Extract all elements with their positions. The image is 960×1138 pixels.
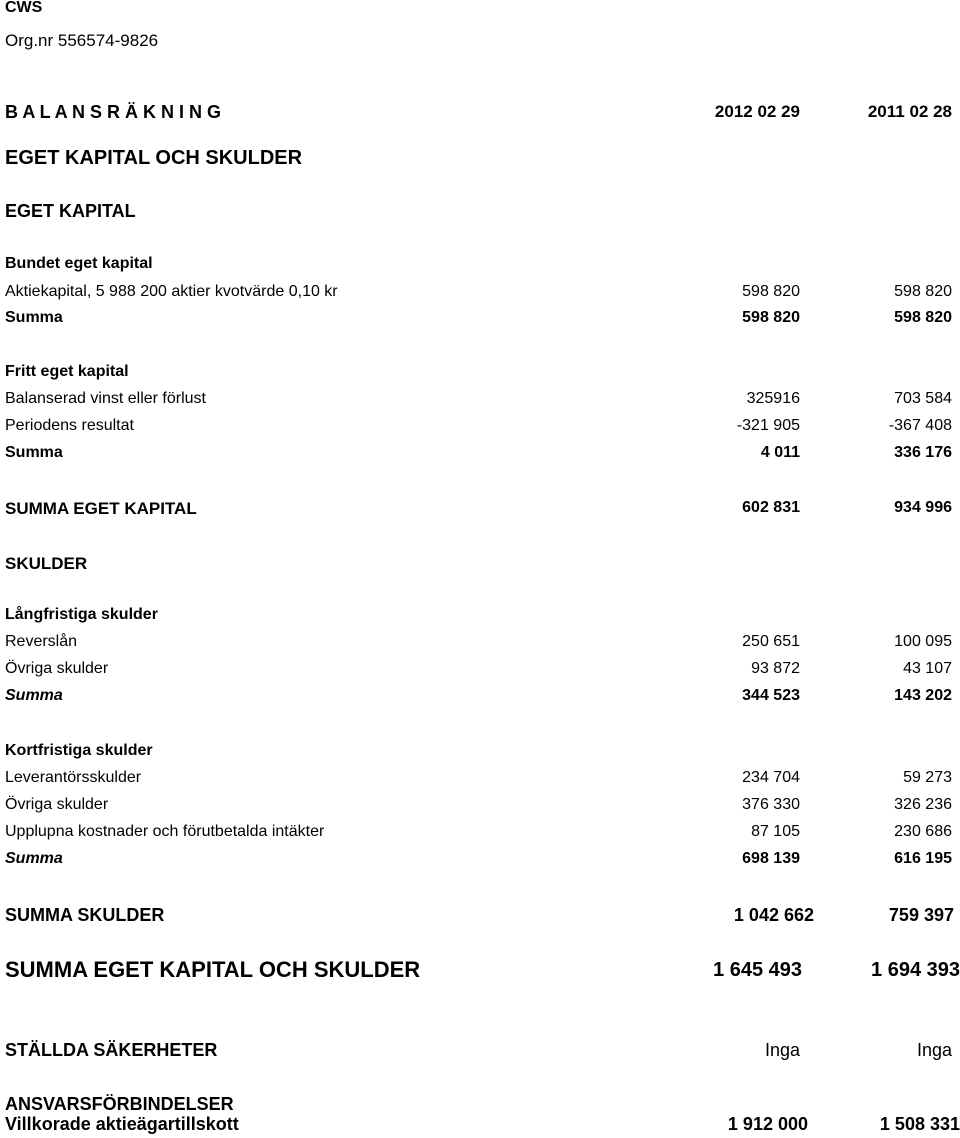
summa-value-2011: 143 202 — [894, 687, 952, 704]
grand-total-label: SUMMA EGET KAPITAL OCH SKULDER — [5, 957, 421, 982]
row-value-2012: 93 872 — [751, 660, 800, 677]
company-name: CWS — [5, 0, 43, 16]
row-label: Reverslån — [5, 633, 78, 650]
row-value-2011: 703 584 — [894, 390, 952, 407]
row-label: Balanserad vinst eller förlust — [5, 390, 206, 407]
column-header-2012: 2012 02 29 — [714, 102, 800, 121]
villkorade-2012: 1 912 000 — [727, 1114, 808, 1134]
grand-total-2012: 1 645 493 — [713, 959, 802, 981]
row-label: Aktiekapital, 5 988 200 aktier kvotvärde 0,10 kr — [5, 283, 338, 300]
summa-value-2012: 598 820 — [742, 309, 800, 326]
report-title: B A L A N S R Ä K N I N G — [5, 102, 222, 122]
summa-skulder-2012: 1 042 662 — [733, 905, 814, 925]
stallda-sakerheter-label: STÄLLDA SÄKERHETER — [5, 1040, 218, 1060]
summa-skulder-label: SUMMA SKULDER — [5, 905, 165, 925]
row-value-2011: 59 273 — [903, 769, 952, 786]
summa-value-2012: 698 139 — [742, 850, 800, 867]
row-value-2011: 598 820 — [894, 283, 952, 300]
row-label: Övriga skulder — [5, 796, 109, 813]
summa-value-2012: 344 523 — [742, 687, 800, 704]
kortfristiga-title: Kortfristiga skulder — [5, 742, 153, 759]
skulder-title: SKULDER — [5, 554, 88, 573]
summa-label: Summa — [5, 850, 63, 867]
row-value-2011: 326 236 — [894, 796, 952, 813]
row-value-2012: 325916 — [746, 390, 800, 407]
grand-total-2011: 1 694 393 — [871, 959, 960, 981]
row-value-2012: 234 704 — [742, 769, 800, 786]
row-label: Periodens resultat — [5, 417, 134, 434]
org-number: Org.nr 556574-9826 — [5, 31, 159, 50]
summa-value-2011: 598 820 — [894, 309, 952, 326]
ansvarsforbindelser-title: ANSVARSFÖRBINDELSER — [5, 1094, 234, 1114]
row-value-2011: -367 408 — [888, 417, 952, 434]
summa-eget-kapital-2012: 602 831 — [742, 499, 800, 516]
row-label: Leverantörsskulder — [5, 769, 142, 786]
summa-label: Summa — [5, 687, 63, 704]
column-header-2011: 2011 02 28 — [867, 102, 952, 121]
summa-eget-kapital-2011: 934 996 — [894, 499, 952, 516]
row-value-2011: 230 686 — [894, 823, 952, 840]
villkorade-2011: 1 508 331 — [879, 1114, 960, 1134]
summa-eget-kapital-label: SUMMA EGET KAPITAL — [5, 499, 197, 518]
langfristiga-title: Långfristiga skulder — [5, 606, 158, 623]
row-value-2012: 87 105 — [751, 823, 800, 840]
row-value-2012: 376 330 — [742, 796, 800, 813]
summa-value-2011: 336 176 — [894, 444, 952, 461]
villkorade-label: Villkorade aktieägartillskott — [5, 1114, 239, 1134]
summa-label: Summa — [5, 309, 63, 326]
stallda-sakerheter-2011: Inga — [916, 1040, 952, 1060]
row-value-2012: -321 905 — [736, 417, 800, 434]
row-value-2011: 100 095 — [894, 633, 952, 650]
row-value-2012: 250 651 — [742, 633, 800, 650]
eget-kapital-title: EGET KAPITAL — [5, 201, 136, 221]
row-label: Upplupna kostnader och förutbetalda intäkter — [5, 823, 325, 840]
row-value-2012: 598 820 — [742, 283, 800, 300]
summa-value-2012: 4 011 — [760, 444, 800, 461]
summa-label: Summa — [5, 444, 63, 461]
row-label: Övriga skulder — [5, 660, 109, 677]
summa-value-2011: 616 195 — [894, 850, 952, 867]
fritt-title: Fritt eget kapital — [5, 363, 129, 380]
bundet-title: Bundet eget kapital — [5, 255, 153, 272]
summa-skulder-2011: 759 397 — [888, 905, 954, 925]
stallda-sakerheter-2012: Inga — [764, 1040, 800, 1060]
row-value-2011: 43 107 — [903, 660, 952, 677]
section-title: EGET KAPITAL OCH SKULDER — [5, 147, 303, 169]
